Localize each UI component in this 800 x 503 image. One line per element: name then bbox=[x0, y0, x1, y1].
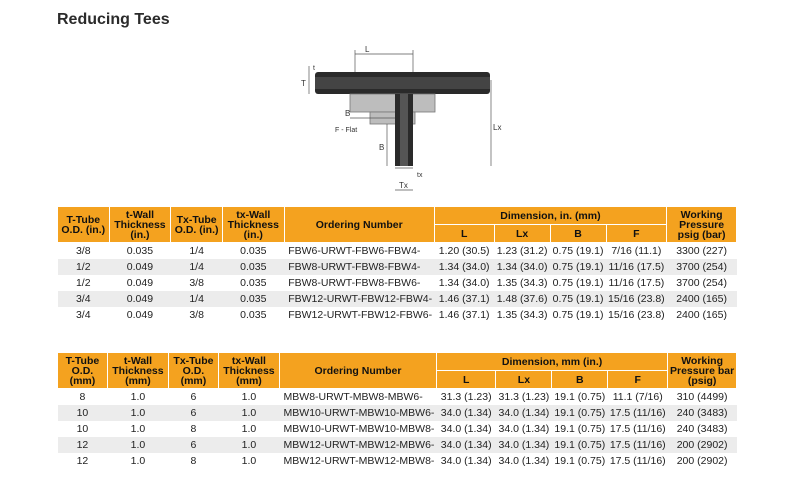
cell-working-pressure: 200 (2902) bbox=[668, 437, 737, 453]
cell-tx-wall-thickness: 0.035 bbox=[240, 308, 267, 321]
label-L: L bbox=[365, 45, 370, 54]
cell-L: 1.34 (34.0) bbox=[434, 259, 494, 275]
cell-B: 19.1 (0.75) bbox=[554, 454, 606, 467]
header-tx-tube-od: Tx-Tube O.D. (mm) bbox=[169, 353, 219, 389]
cell-t-tube-od: 1/2 bbox=[75, 276, 91, 289]
reducing-tee-diagram bbox=[295, 40, 525, 200]
cell-F: 11/16 (17.5) bbox=[606, 259, 667, 275]
cell-working-pressure: 2400 (165) bbox=[667, 291, 737, 307]
cell-ordering-number: FBW12-URWT-FBW12-FBW4- bbox=[284, 291, 434, 307]
cell-t-wall-thickness: 0.049 bbox=[109, 259, 171, 275]
cell-ordering-number: MBW12-URWT-MBW12-MBW6- bbox=[280, 437, 437, 453]
cell-L: 1.46 (37.1) bbox=[438, 308, 490, 321]
cell-L: 34.0 (1.34) bbox=[440, 454, 492, 467]
cell-ordering-number: FBW6-URWT-FBW6-FBW4- bbox=[288, 244, 421, 257]
cell-ordering-number: FBW8-URWT-FBW8-FBW4- bbox=[284, 259, 434, 275]
table-row bbox=[58, 275, 737, 291]
cell-tx-wall-thickness: 0.035 bbox=[222, 291, 284, 307]
cell-B: 0.75 (19.1) bbox=[550, 291, 606, 307]
cell-B: 19.1 (0.75) bbox=[554, 390, 606, 403]
cell-t-tube-od: 10 bbox=[58, 405, 108, 421]
cell-B: 0.75 (19.1) bbox=[552, 244, 604, 257]
cell-Lx: 1.34 (34.0) bbox=[494, 259, 550, 275]
cell-B: 0.75 (19.1) bbox=[550, 259, 606, 275]
cell-tx-wall-thickness: 0.035 bbox=[240, 276, 267, 289]
table-row bbox=[58, 243, 737, 259]
cell-tx-tube-od: 3/8 bbox=[189, 276, 204, 289]
cell-L: 1.20 (30.5) bbox=[438, 244, 490, 257]
cell-F: 11/16 (17.5) bbox=[608, 276, 665, 289]
inch-spec-table bbox=[57, 206, 737, 323]
cell-t-wall-thickness: 0.035 bbox=[126, 244, 154, 257]
metric-spec-table bbox=[57, 352, 737, 469]
cell-F: 15/16 (23.8) bbox=[608, 308, 665, 321]
header-L: L bbox=[434, 225, 494, 243]
label-B-side: B bbox=[379, 143, 385, 152]
cell-ordering-number: MBW10-URWT-MBW10-MBW8- bbox=[283, 422, 435, 435]
cell-F: 17.5 (11/16) bbox=[608, 405, 668, 421]
cell-working-pressure: 3700 (254) bbox=[667, 259, 737, 275]
header-tx-wall-thickness: tx-Wall Thickness (mm) bbox=[218, 353, 279, 389]
table-row bbox=[58, 453, 737, 469]
cell-F: 7/16 (11.1) bbox=[611, 244, 662, 257]
cell-tx-tube-od: 6 bbox=[190, 390, 197, 403]
cell-L: 1.34 (34.0) bbox=[438, 276, 490, 289]
cell-tx-tube-od: 6 bbox=[169, 437, 219, 453]
cell-tx-wall-thickness: 1.0 bbox=[218, 405, 279, 421]
header-Lx: Lx bbox=[494, 225, 550, 243]
cell-tx-tube-od: 8 bbox=[190, 454, 197, 467]
cell-working-pressure: 3300 (227) bbox=[676, 244, 727, 257]
cell-ordering-number: MBW10-URWT-MBW10-MBW6- bbox=[280, 405, 437, 421]
cell-t-tube-od: 12 bbox=[76, 454, 89, 467]
label-B: B bbox=[345, 109, 351, 118]
header-B: B bbox=[550, 225, 606, 243]
cell-F: 17.5 (11/16) bbox=[609, 422, 666, 435]
cell-tx-wall-thickness: 1.0 bbox=[218, 437, 279, 453]
cell-t-tube-od: 1/2 bbox=[58, 259, 110, 275]
table-row bbox=[58, 405, 737, 421]
cell-tx-wall-thickness: 0.035 bbox=[240, 244, 267, 257]
cell-ordering-number: MBW12-URWT-MBW12-MBW8- bbox=[283, 454, 435, 467]
table-row bbox=[58, 389, 737, 405]
cell-t-wall-thickness: 0.049 bbox=[109, 291, 171, 307]
cell-t-wall-thickness: 0.049 bbox=[126, 276, 154, 289]
cell-B: 19.1 (0.75) bbox=[554, 422, 606, 435]
branch-tube-bore bbox=[400, 94, 408, 166]
cell-working-pressure: 200 (2902) bbox=[676, 454, 728, 467]
label-Tx: Tx bbox=[399, 181, 408, 190]
header-ordering-number: Ordering Number bbox=[280, 353, 437, 389]
label-T: T bbox=[301, 79, 306, 88]
cell-t-wall-thickness: 1.0 bbox=[107, 405, 168, 421]
header-Lx: Lx bbox=[496, 371, 552, 389]
metric-table-body bbox=[58, 389, 737, 469]
cell-t-wall-thickness: 1.0 bbox=[130, 422, 146, 435]
table-row bbox=[58, 437, 737, 453]
header-tx-tube-od: Tx-Tube O.D. (in.) bbox=[171, 207, 223, 243]
header-tx-wall-thickness: tx-Wall Thickness (in.) bbox=[222, 207, 284, 243]
cell-t-tube-od: 8 bbox=[79, 390, 86, 403]
cell-ordering-number: FBW8-URWT-FBW8-FBW6- bbox=[288, 276, 421, 289]
header-F: F bbox=[608, 371, 668, 389]
cell-Lx: 34.0 (1.34) bbox=[498, 422, 550, 435]
tee-body bbox=[350, 94, 435, 112]
cell-t-tube-od: 10 bbox=[76, 422, 89, 435]
cell-t-wall-thickness: 1.0 bbox=[130, 454, 146, 467]
cell-tx-tube-od: 6 bbox=[169, 405, 219, 421]
tee-drawing bbox=[295, 40, 525, 200]
label-t: t bbox=[313, 65, 315, 72]
cell-Lx: 1.48 (37.6) bbox=[494, 291, 550, 307]
cell-tx-tube-od: 3/8 bbox=[189, 308, 204, 321]
cell-Lx: 34.0 (1.34) bbox=[496, 405, 552, 421]
cell-tx-wall-thickness: 1.0 bbox=[241, 454, 257, 467]
cell-L: 31.3 (1.23) bbox=[440, 390, 492, 403]
cell-L: 34.0 (1.34) bbox=[436, 437, 496, 453]
header-L: L bbox=[436, 371, 496, 389]
table-row bbox=[58, 421, 737, 437]
cell-t-wall-thickness: 1.0 bbox=[130, 390, 146, 403]
header-dimension: Dimension, mm (in.) bbox=[436, 353, 667, 371]
cell-Lx: 1.35 (34.3) bbox=[496, 276, 548, 289]
cell-F: 17.5 (11/16) bbox=[609, 454, 666, 467]
cell-t-tube-od: 3/4 bbox=[75, 308, 91, 321]
cell-B: 0.75 (19.1) bbox=[552, 308, 604, 321]
page-title: Reducing Tees bbox=[57, 11, 170, 28]
label-tx: tx bbox=[417, 172, 423, 179]
cell-t-tube-od: 3/8 bbox=[75, 244, 91, 257]
cell-t-tube-od: 3/4 bbox=[58, 291, 110, 307]
cell-B: 19.1 (0.75) bbox=[552, 405, 608, 421]
cell-t-tube-od: 12 bbox=[58, 437, 108, 453]
cell-ordering-number: FBW12-URWT-FBW12-FBW6- bbox=[288, 308, 433, 321]
table-row bbox=[58, 307, 737, 323]
cell-Lx: 1.35 (34.3) bbox=[496, 308, 548, 321]
cell-tx-tube-od: 1/4 bbox=[171, 291, 223, 307]
cell-working-pressure: 3700 (254) bbox=[676, 276, 727, 289]
cell-tx-tube-od: 1/4 bbox=[189, 244, 204, 257]
cell-F: 17.5 (11/16) bbox=[608, 437, 668, 453]
header-t-tube-od: T-Tube O.D. (mm) bbox=[58, 353, 108, 389]
cell-working-pressure: 240 (3483) bbox=[668, 405, 737, 421]
cell-Lx: 31.3 (1.23) bbox=[498, 390, 550, 403]
cell-L: 1.46 (37.1) bbox=[434, 291, 494, 307]
header-F: F bbox=[606, 225, 667, 243]
cell-B: 0.75 (19.1) bbox=[552, 276, 604, 289]
header-working-pressure: Working Pressure psig (bar) bbox=[667, 207, 737, 243]
header-B: B bbox=[552, 371, 608, 389]
cell-tx-tube-od: 8 bbox=[190, 422, 197, 435]
cell-tx-wall-thickness: 1.0 bbox=[241, 422, 257, 435]
label-F-flat: F - Flat bbox=[335, 127, 358, 134]
cell-F: 15/16 (23.8) bbox=[608, 292, 665, 305]
cell-L: 34.0 (1.34) bbox=[436, 405, 496, 421]
cell-tx-wall-thickness: 1.0 bbox=[241, 390, 257, 403]
cell-tx-tube-od: 1/4 bbox=[171, 259, 223, 275]
header-ordering-number: Ordering Number bbox=[284, 207, 434, 243]
cell-working-pressure: 240 (3483) bbox=[676, 422, 728, 435]
header-t-wall-thickness: t-Wall Thickness (mm) bbox=[107, 353, 168, 389]
cell-Lx: 1.23 (31.2) bbox=[496, 244, 548, 257]
cell-Lx: 34.0 (1.34) bbox=[496, 437, 552, 453]
label-Lx: Lx bbox=[493, 123, 502, 132]
cell-tx-wall-thickness: 0.035 bbox=[222, 259, 284, 275]
cell-t-wall-thickness: 1.0 bbox=[107, 437, 168, 453]
run-tube-bore bbox=[315, 77, 490, 89]
cell-working-pressure: 310 (4499) bbox=[676, 390, 728, 403]
cell-t-wall-thickness: 0.049 bbox=[126, 308, 154, 321]
cell-ordering-number: MBW8-URWT-MBW8-MBW6- bbox=[283, 390, 423, 403]
cell-F: 11.1 (7/16) bbox=[612, 390, 663, 403]
cell-Lx: 34.0 (1.34) bbox=[498, 454, 550, 467]
cell-L: 34.0 (1.34) bbox=[440, 422, 492, 435]
header-t-tube-od: T-Tube O.D. (in.) bbox=[58, 207, 110, 243]
inch-table-body bbox=[58, 243, 737, 323]
header-dimension: Dimension, in. (mm) bbox=[434, 207, 666, 225]
cell-B: 19.1 (0.75) bbox=[552, 437, 608, 453]
header-working-pressure: Working Pressure bar (psig) bbox=[668, 353, 737, 389]
table-row bbox=[58, 291, 737, 307]
table-row bbox=[58, 259, 737, 275]
cell-working-pressure: 2400 (165) bbox=[676, 308, 727, 321]
header-t-wall-thickness: t-Wall Thickness (in.) bbox=[109, 207, 171, 243]
